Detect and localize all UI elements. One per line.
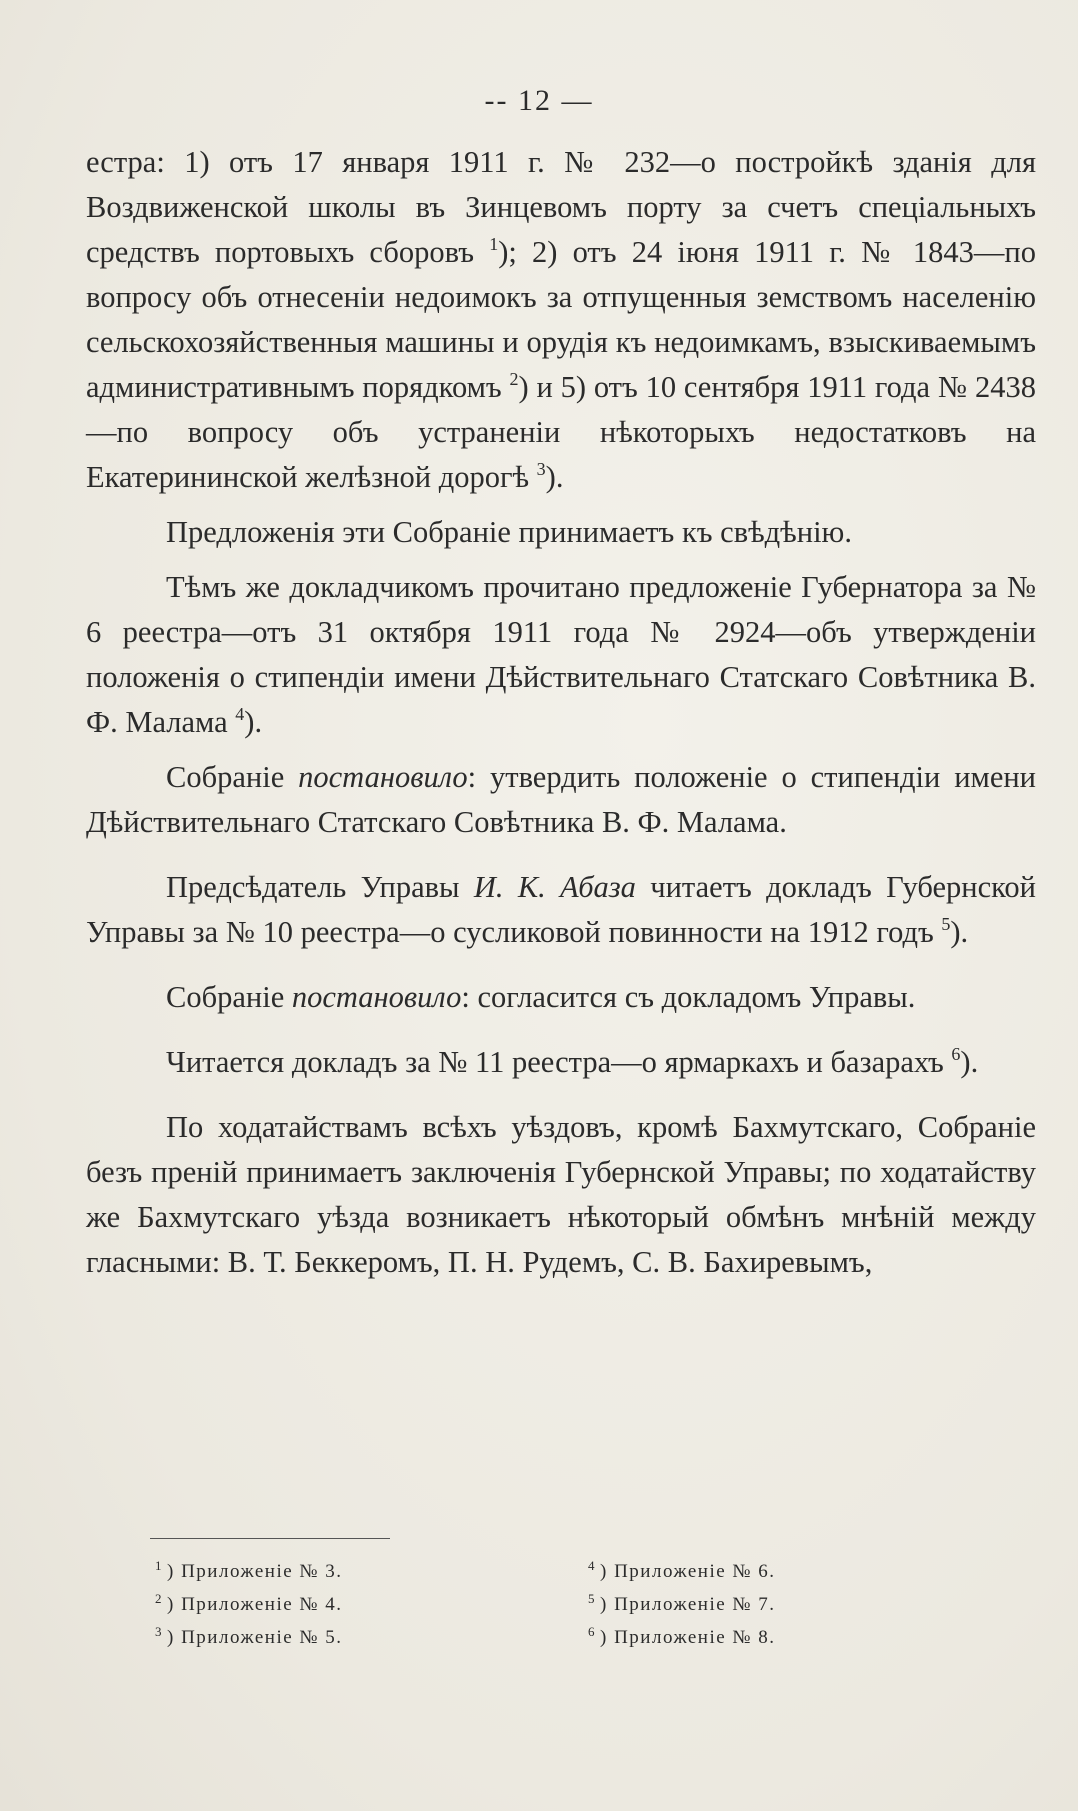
footnotes-left-column bbox=[155, 1555, 343, 1654]
paragraph-1: естра: 1) отъ 17 января 1911 г. № 232—о постройкѣ зданія для Воздвиженской школы въ Зинцевомъ порту за счетъ спеціальныхъ средствъ портовыхъ сборовъ $^1$); 2) отъ 24 іюня 1911 г. № 1843—по вопросу объ отнесеніи недоимокъ за отпущенныя земствомъ населенію сельскохозяйственныя машины и орудія къ недоимкамъ, взыскиваемымъ административнымъ порядкомъ $^2$) и 5) отъ 10 сентября 1911 года № 2438—по вопросу объ устраненіи нѣкоторыхъ недостатковъ на Екатерининской желѣзной дорогѣ $^3$). bbox=[86, 145, 1036, 494]
footnote-ref: 2 bbox=[509, 369, 519, 389]
footnote-ref: 4 bbox=[235, 704, 245, 724]
paragraph-8: По ходатайствамъ всѣхъ уѣздовъ, кромѣ Бахмутскаго, Собраніе безъ преній принимаетъ заключенія Губернской Управы; по ходатайству же Бахмутскаго уѣзда возникаетъ нѣкоторый обмѣнъ мнѣній между гласными: В. Т. Беккеромъ, П. Н. Рудемъ, С. В. Бахиревымъ, bbox=[86, 1110, 1036, 1279]
paragraph-4: Собраніе постановило: утвердить положеніе о стипендіи имени Дѣйствительнаго Статскаго Совѣтника В. Ф. Малама. bbox=[86, 760, 1037, 839]
paragraph-7: Читается докладъ за № 11 реестра—о ярмаркахъ и базарахъ $^6$). bbox=[166, 1044, 979, 1079]
paragraph-2: Предложенія эти Собраніе принимаетъ къ свѣдѣнію. bbox=[166, 515, 852, 549]
footnote: $^3$ ) Приложеніе № 5. bbox=[155, 1624, 343, 1648]
emphasis: постановило bbox=[298, 760, 468, 794]
footnote: $^5$ ) Приложеніе № 7. bbox=[588, 1591, 776, 1615]
emphasis-name: И. К. Абаза bbox=[473, 870, 636, 904]
footnote-ref: 3 bbox=[536, 459, 546, 479]
footnote-divider bbox=[150, 1538, 390, 1539]
footnote-ref: 1 bbox=[489, 234, 499, 254]
body-text bbox=[86, 140, 1036, 1285]
footnotes-right-column bbox=[588, 1555, 776, 1654]
paragraph-5: Предсѣдатель Управы И. К. Абаза читаетъ докладъ Губернской Управы за № 10 реестра—о сусликовой повинности на 1912 годъ $^5$). bbox=[86, 870, 1036, 949]
paragraph-6: Собраніе постановило: согласится съ докладомъ Управы. bbox=[166, 980, 916, 1014]
page-number: -- 12 — bbox=[484, 84, 594, 117]
footnote-ref: 6 bbox=[951, 1044, 961, 1064]
footnote: $^1$ ) Приложеніе № 3. bbox=[155, 1558, 343, 1582]
paragraph-3: Тѣмъ же докладчикомъ прочитано предложеніе Губернатора за № 6 реестра—отъ 31 октября 1911 года № 2924—объ утвержденіи положенія о стипендіи имени Дѣйствительнаго Статскаго Совѣтника В. Ф. Малама $^4$). bbox=[86, 570, 1036, 739]
footnote-ref: 5 bbox=[941, 914, 951, 934]
footnote: $^4$ ) Приложеніе № 6. bbox=[588, 1558, 776, 1582]
footnote: $^2$ ) Приложеніе № 4. bbox=[155, 1591, 343, 1615]
footnote: $^6$ ) Приложеніе № 8. bbox=[588, 1624, 776, 1648]
emphasis: постановило bbox=[291, 980, 462, 1014]
